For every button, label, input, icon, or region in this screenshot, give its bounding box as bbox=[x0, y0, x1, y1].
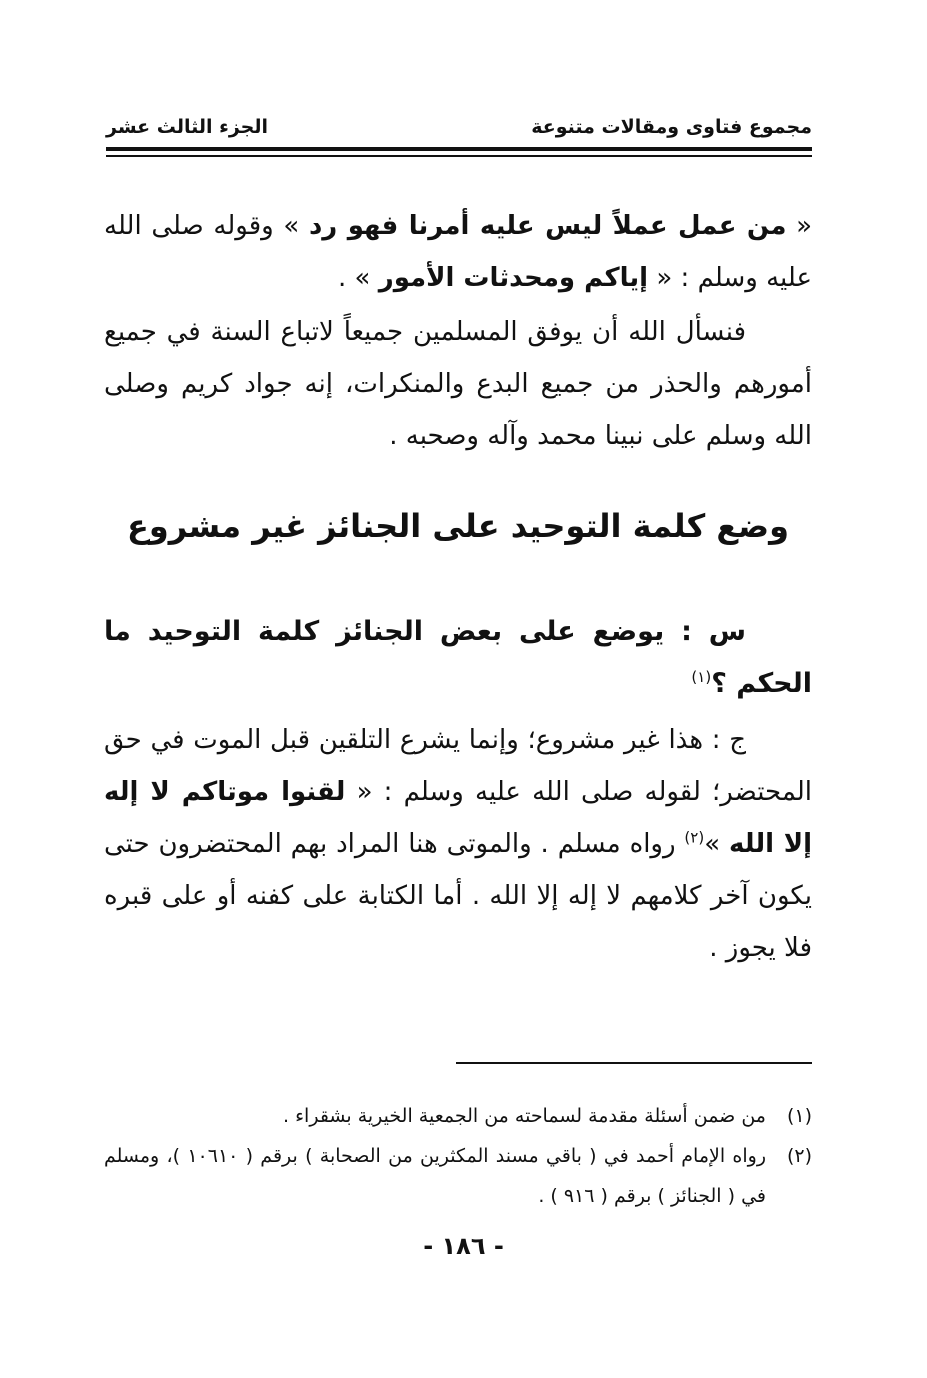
footnote-rule bbox=[456, 1062, 812, 1064]
answer-paragraph bbox=[104, 714, 812, 974]
footnote-number: (٢) bbox=[786, 1145, 812, 1167]
paragraph-supplication bbox=[104, 306, 812, 462]
footnote-text: رواه الإمام أحمد في ( باقي مسند المكثرين من الصحابة ) برقم ( ١٠٦١٠ )، ومسلم في ( الجنائز ) برقم ( ٩١٦ ) . bbox=[104, 1145, 766, 1207]
paragraph-text: وقوله صلى الله عليه وسلم : bbox=[104, 211, 812, 293]
quote-open: « bbox=[796, 211, 813, 241]
quote-close: » bbox=[283, 211, 300, 241]
quote-open: « bbox=[356, 777, 373, 807]
running-header bbox=[106, 112, 812, 146]
hadith-quote: إياكم ومحدثات الأمور bbox=[378, 263, 649, 293]
paragraph-text: فنسأل الله أن يوفق المسلمين جميعاً لاتباع السنة في جميع أمورهم والحذر من جميع البدع والمنكرات، إنه جواد كريم وصلى الله وسلم على نبينا محمد وآله وصحبه . bbox=[104, 317, 812, 451]
quote-close: » bbox=[704, 829, 721, 859]
footnote-ref: (١) bbox=[691, 668, 712, 686]
footnote-number: (١) bbox=[786, 1105, 812, 1127]
question-text: س : يوضع على بعض الجنائز كلمة التوحيد ما الحكم ؟ bbox=[104, 616, 812, 699]
hadith-quote: من عمل عملاً ليس عليه أمرنا فهو رد bbox=[308, 211, 787, 241]
volume-label: الجزء الثالث عشر bbox=[106, 116, 269, 138]
footnotes bbox=[104, 1096, 812, 1216]
footnote-item bbox=[104, 1136, 812, 1216]
paragraph-hadith-citations bbox=[104, 200, 812, 304]
footnote-text: من ضمن أسئلة مقدمة لسماحته من الجمعية الخيرية بشقراء . bbox=[283, 1105, 766, 1127]
book-title: مجموع فتاوى ومقالات متنوعة bbox=[531, 116, 812, 138]
answer-text: رواه مسلم . والموتى هنا المراد بهم المحتضرون حتى يكون آخر كلامهم لا إله إلا الله . أما الكتابة على كفنه أو على قبره فلا يجوز . bbox=[104, 829, 812, 963]
hadith-quote: لقنوا موتاكم لا إله إلا الله bbox=[104, 777, 812, 859]
page-number: - ١٨٦ - bbox=[423, 1232, 504, 1260]
quote-open: « bbox=[656, 263, 673, 293]
quote-close: » bbox=[354, 263, 371, 293]
header-rule-thin bbox=[106, 155, 812, 157]
section-heading: وضع كلمة التوحيد على الجنائز غير مشروع bbox=[127, 507, 789, 545]
footnote-ref: (٢) bbox=[684, 828, 705, 847]
question-paragraph bbox=[104, 606, 812, 710]
paragraph-text: . bbox=[338, 263, 355, 293]
footnote-item bbox=[104, 1096, 812, 1136]
answer-text: ج : هذا غير مشروع؛ وإنما يشرع التلقين قبل الموت في حق المحتضر؛ لقوله صلى الله عليه وسلم : bbox=[104, 725, 812, 807]
header-rule bbox=[106, 147, 812, 151]
